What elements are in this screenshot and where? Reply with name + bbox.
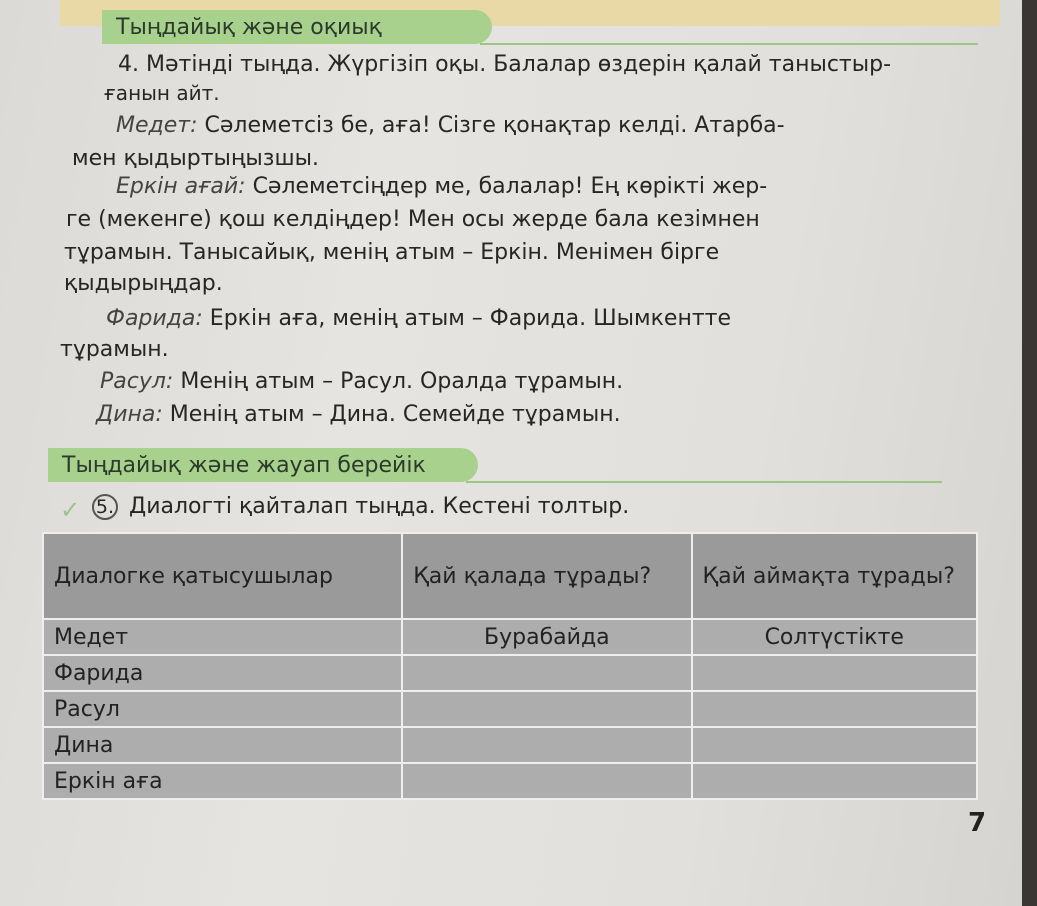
dialogue-erkin-line1	[116, 174, 767, 199]
table-row	[43, 691, 977, 727]
row-name-cell: Дина	[43, 727, 402, 763]
erkin-speech: Сәлеметсіңдер ме, балалар! Ең көрікті жер-	[252, 174, 768, 199]
answer-table	[42, 532, 978, 800]
task4-number: 4.	[118, 52, 139, 77]
task5-line	[92, 494, 629, 520]
task4-instruction: Мәтінді тыңда. Жүргізіп оқы. Балалар өздерін қалай таныстыр-	[146, 52, 892, 77]
row-name-cell: Расул	[43, 691, 402, 727]
row-name-cell: Еркін аға	[43, 763, 402, 799]
heading-underline	[480, 43, 978, 45]
row-city-cell[interactable]	[402, 763, 691, 799]
dialogue-erkin-line3: тұрамын. Танысайық, менің атым – Еркін. Менімен бірге	[64, 240, 720, 265]
dina-speech: Менің атым – Дина. Семейде тұрамын.	[169, 402, 621, 427]
row-city-cell[interactable]: Бурабайда	[402, 619, 691, 655]
farida-speech: Еркін аға, менің атым – Фарида. Шымкентте	[209, 306, 732, 331]
row-city-cell[interactable]	[402, 727, 691, 763]
dialogue-farida-line1	[106, 306, 731, 331]
task4-line2: ғанын айт.	[104, 81, 220, 105]
row-city-cell[interactable]	[402, 655, 691, 691]
medet-speech: Сәлеметсіз бе, аға! Сізге қонақтар келді. Атарба-	[204, 113, 785, 138]
dialogue-erkin-line4: қыдырыңдар.	[64, 271, 223, 296]
rasul-speech: Менің атым – Расул. Оралда тұрамын.	[180, 369, 624, 394]
speaker-farida: Фарида:	[106, 306, 203, 331]
task4-line1	[118, 52, 891, 77]
row-city-cell[interactable]	[402, 691, 691, 727]
heading-underline-2	[466, 481, 942, 483]
dialogue-medet-line2: мен қыдыртыңызшы.	[72, 146, 319, 171]
table-row	[43, 655, 977, 691]
table-row	[43, 763, 977, 799]
row-region-cell[interactable]: Солтүстікте	[692, 619, 977, 655]
table-header-row	[43, 533, 977, 619]
page-number: 7	[968, 808, 987, 838]
speaker-medet: Медет:	[116, 113, 198, 138]
row-name-cell: Медет	[43, 619, 402, 655]
speaker-erkin: Еркін ағай:	[116, 174, 246, 199]
task5-instruction: Диалогті қайталап тыңда. Кестені толтыр.	[129, 494, 630, 519]
dialogue-medet-line1	[116, 113, 785, 138]
table-row	[43, 727, 977, 763]
table-row	[43, 619, 977, 655]
section-heading-listen-read: Тыңдайық және оқиық	[102, 10, 492, 44]
row-name-cell: Фарида	[43, 655, 402, 691]
row-region-cell[interactable]	[692, 763, 977, 799]
dialogue-dina-line	[96, 402, 621, 427]
header-city: Қай қалада тұрады?	[402, 533, 691, 619]
check-mark-icon: ✓	[60, 496, 81, 524]
dialogue-rasul-line	[100, 369, 623, 394]
row-region-cell[interactable]	[692, 655, 977, 691]
dialogue-erkin-line2: ге (мекенге) қош келдіңдер! Мен осы жерде бала кезімнен	[66, 207, 760, 232]
speaker-rasul: Расул:	[100, 369, 174, 394]
task5-number: 5.	[92, 494, 118, 520]
section-heading-listen-answer: Тыңдайық және жауап берейік	[48, 448, 478, 482]
header-region: Қай аймақта тұрады?	[692, 533, 977, 619]
row-region-cell[interactable]	[692, 691, 977, 727]
speaker-dina: Дина:	[96, 402, 163, 427]
header-participants: Диалогке қатысушылар	[43, 533, 402, 619]
row-region-cell[interactable]	[692, 727, 977, 763]
dialogue-farida-line2: тұрамын.	[60, 337, 169, 362]
